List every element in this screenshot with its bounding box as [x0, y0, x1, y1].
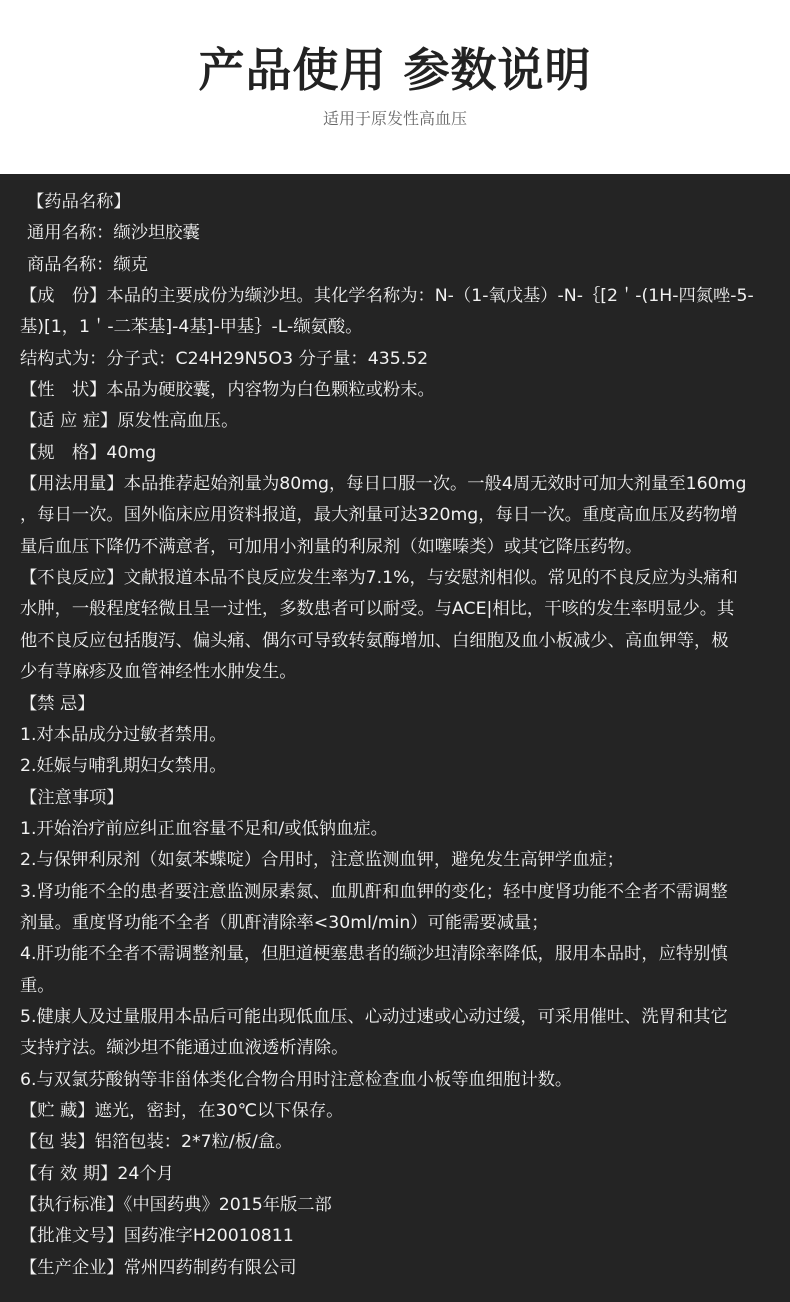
text-line: 【禁 忌】: [20, 693, 95, 714]
page-title: 产品使用 参数说明: [198, 43, 592, 97]
text-line: 【性 状】本品为硬胶囊，内容物为白色颗粒或粉末。: [20, 380, 435, 401]
text-line: 【成 份】本品的主要成份为缬沙坦。其化学名称为：N-（1-氧戊基）-N-｛[2＇-(1H-四氮唑-5-: [20, 286, 754, 307]
text-line: 6.与双氯芬酸钠等非甾体类化合物合用时注意检查血小板等血细胞计数。: [20, 1069, 573, 1090]
text-line: 3.肾功能不全的患者要注意监测尿素氮、血肌酐和血钾的变化；轻中度肾功能不全者不需调整: [20, 881, 728, 902]
instructions-panel: [0, 174, 790, 1302]
text-line: 剂量。重度肾功能不全者（肌酐清除率<30ml/min）可能需要减量；: [20, 912, 549, 933]
text-line: ，每日一次。国外临床应用资料报道，最大剂量可达320mg，每日一次。重度高血压及药物增: [20, 505, 738, 526]
text-line: 量后血压下降仍不满意者，可加用小剂量的利尿剂（如噻嗪类）或其它降压药物。: [20, 536, 643, 557]
text-line: 2.妊娠与哺乳期妇女禁用。: [20, 756, 227, 777]
header: [0, 0, 790, 174]
text-line: 【药品名称】: [27, 192, 131, 212]
text-line: 少有荨麻疹及血管神经性水肿发生。: [20, 662, 297, 683]
text-line: 5.健康人及过量服用本品后可能出现低血压、心动过速或心动过缓，可采用催吐、洗胃和其它: [20, 1006, 728, 1027]
text-line: 通用名称：缬沙坦胶囊: [27, 223, 200, 244]
text-line: 支持疗法。缬沙坦不能通过血液透析清除。: [20, 1038, 349, 1059]
text-line: 【有 效 期】24个月: [20, 1163, 174, 1184]
text-line: 基)[1，1＇-二苯基]-4基]-甲基｝-L-缬氨酸。: [20, 317, 363, 338]
text-line: 【规 格】40mg: [20, 442, 157, 463]
text-line: 1.对本品成分过敏者禁用。: [20, 724, 227, 745]
text-line: 水肿，一般程度轻微且呈一过性，多数患者可以耐受。与ACE|相比，干咳的发生率明显少。其: [20, 599, 735, 620]
text-line: 【不良反应】文献报道本品不良反应发生率为7.1%，与安慰剂相似。常见的不良反应为头痛和: [20, 568, 738, 589]
text-line: 他不良反应包括腹泻、偏头痛、偶尔可导致转氨酶增加、白细胞及血小板减少、高血钾等，极: [20, 630, 729, 651]
text-line: 重。: [20, 975, 55, 996]
text-line: 【贮 藏】遮光，密封，在30℃以下保存。: [20, 1100, 344, 1121]
text-line: 4.肝功能不全者不需调整剂量，但胆道梗塞患者的缬沙坦清除率降低，服用本品时，应特别慎: [20, 944, 728, 965]
instructions-text: [20, 187, 780, 1284]
text-line: 【包 装】铝箔包装：2*7粒/板/盒。: [20, 1132, 293, 1153]
page-subtitle: 适用于原发性高血压: [322, 109, 467, 128]
text-line: 2.与保钾利尿剂（如氨苯蝶啶）合用时，注意监测血钾，避免发生高钾学血症；: [20, 850, 625, 871]
text-line: 【适 应 症】原发性高血压。: [20, 411, 239, 432]
text-line: 【生产企业】常州四药制药有限公司: [20, 1257, 297, 1278]
text-line: 【批准文号】国药准字H20010811: [20, 1226, 294, 1247]
text-line: 结构式为：分子式：C24H29N5O3 分子量：435.52: [20, 348, 429, 369]
text-line: 1.开始治疗前应纠正血容量不足和/或低钠血症。: [20, 818, 388, 839]
text-line: 【用法用量】本品推荐起始剂量为80mg，每日口服一次。一般4周无效时可加大剂量至160mg: [20, 474, 747, 495]
text-line: 【执行标准】《中国药典》2015年版二部: [20, 1195, 332, 1215]
text-line: 【注意事项】: [20, 787, 124, 808]
text-line: 商品名称：缬克: [27, 254, 148, 275]
